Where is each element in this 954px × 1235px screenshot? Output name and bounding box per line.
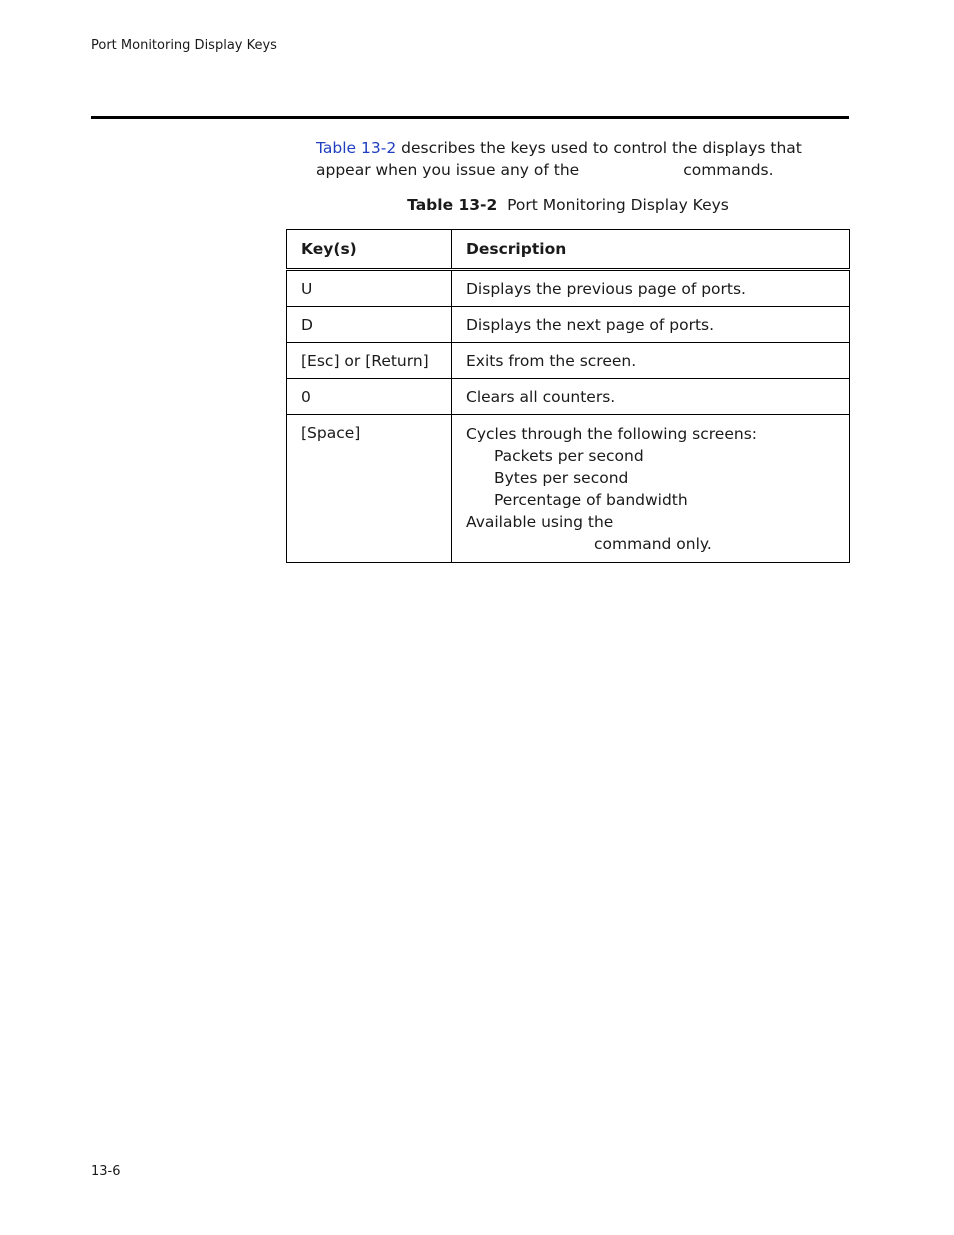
intro-paragraph xyxy=(316,137,816,181)
screen-item: Bytes per second xyxy=(494,469,629,487)
table-caption xyxy=(286,196,850,214)
header-keys: Key(s) xyxy=(287,230,452,270)
key-cell: U xyxy=(287,270,452,307)
key-cell: 0 xyxy=(287,379,452,415)
space-description: Cycles through the following screens: xyxy=(466,425,757,443)
page-number: 13-6 xyxy=(91,1164,121,1179)
header-rule xyxy=(91,116,849,119)
availability-note-line2 xyxy=(466,533,835,555)
caption-title: Port Monitoring Display Keys xyxy=(507,196,729,214)
table-row-space xyxy=(287,415,850,563)
table-row xyxy=(287,379,850,415)
description-cell: Clears all counters. xyxy=(452,379,850,415)
table-row xyxy=(287,270,850,307)
table-reference-link[interactable]: Table 13-2 xyxy=(316,139,397,157)
key-cell: [Esc] or [Return] xyxy=(287,343,452,379)
screen-item: Packets per second xyxy=(494,447,644,465)
caption-number: Table 13-2 xyxy=(407,196,498,214)
description-cell: Displays the next page of ports. xyxy=(452,307,850,343)
header-description: Description xyxy=(452,230,850,270)
availability-note-part1: Available using the xyxy=(466,513,614,531)
display-keys-table xyxy=(286,229,850,563)
table-header-row xyxy=(287,230,850,270)
screen-item: Percentage of bandwidth xyxy=(494,491,688,509)
description-cell xyxy=(452,415,850,563)
availability-note-part2: command only. xyxy=(594,535,712,553)
key-cell: [Space] xyxy=(287,415,452,563)
description-cell: Exits from the screen. xyxy=(452,343,850,379)
description-cell: Displays the previous page of ports. xyxy=(452,270,850,307)
key-cell: D xyxy=(287,307,452,343)
table-row xyxy=(287,307,850,343)
intro-text-part1: describes the keys used to control the displays that appear when you issue any of the xyxy=(316,139,802,179)
table-row xyxy=(287,343,850,379)
running-header: Port Monitoring Display Keys xyxy=(91,38,277,53)
intro-text-part2: commands. xyxy=(683,161,774,179)
